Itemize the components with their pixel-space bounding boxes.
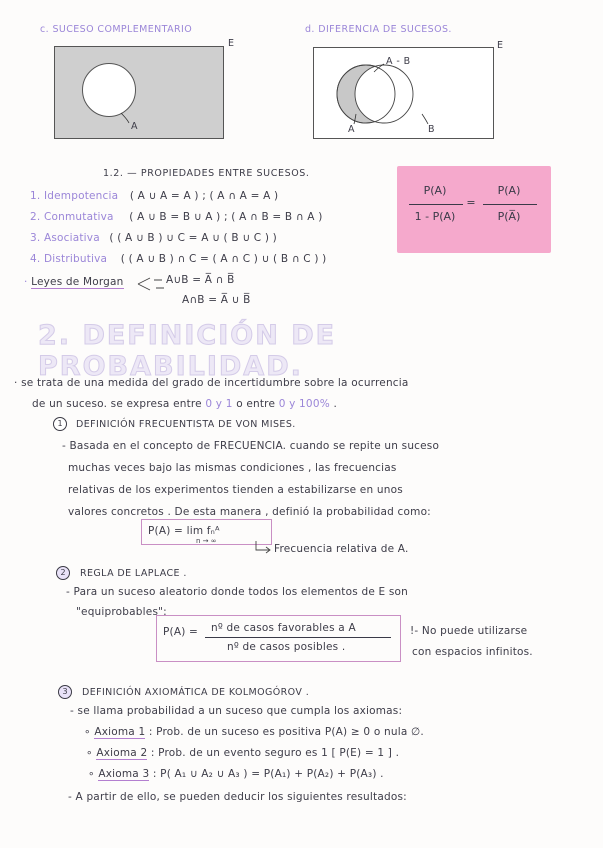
property-formula: ( A ∪ B = B ∪ A ) ; ( A ∩ B = B ∩ A ) <box>129 211 323 223</box>
property-label: 1. Idempotencia <box>30 190 119 202</box>
def1-line: muchas veces bajo las mismas condiciones , las frecuencias <box>68 462 397 474</box>
difference-venn-box <box>313 47 494 139</box>
property-item <box>30 253 326 265</box>
pink-right-numerator: P(A) <box>497 184 521 197</box>
morgan-law-1: A∪B = A̅ ∩ B̅ <box>166 274 235 286</box>
property-formula: ( ( A ∪ B ) ∪ C = A ∪ ( B ∪ C ) ) <box>109 232 277 244</box>
section-title: 2. DEFINICIÓN DE PROBABILIDAD. <box>38 320 337 382</box>
property-item <box>30 232 277 244</box>
intro-text-a: de un suceso. se expresa entre <box>32 398 202 410</box>
axiom-label: Axioma 1 <box>94 726 146 738</box>
axiom-label: Axioma 2 <box>96 747 148 759</box>
difference-e-label: E <box>497 40 504 51</box>
complement-a-label: A <box>131 121 138 132</box>
pink-left-numerator: P(A) <box>423 184 447 197</box>
def3-closing: - A partir de ello, se pueden deducir los siguientes resultados: <box>68 791 407 803</box>
property-formula: ( A ∪ A = A ) ; ( A ∩ A = A ) <box>129 190 279 202</box>
def2-fraction-line <box>205 637 391 638</box>
property-formula: ( ( A ∪ B ) ∩ C = ( A ∩ C ) ∪ ( B ∩ C ) ) <box>120 253 327 265</box>
def1-number-badge: 1 <box>53 417 67 431</box>
difference-b-label: B <box>428 124 435 135</box>
axiom-label: Axioma 3 <box>98 768 150 780</box>
def1-line: valores concretos . De esta manera , definió la probabilidad como: <box>68 506 431 518</box>
def3-line-1: - se llama probabilidad a un suceso que cumpla los axiomas: <box>70 705 403 717</box>
bracket-arrow-icon <box>136 275 166 293</box>
def2-line-1: - Para un suceso aleatorio donde todos los elementos de E son <box>66 586 409 598</box>
property-label: 4. Distributiva <box>30 253 108 265</box>
pink-equals: = <box>466 196 476 209</box>
difference-ab-label: A - B <box>386 56 411 67</box>
axiom-item: ∘ Axioma 3 : P( A₁ ∪ A₂ ∪ A₃ ) = P(A₁) + P(A₂) + P(A₃) . <box>88 768 384 780</box>
def3-title: DEFINICIÓN AXIOMÁTICA DE KOLMOGÓROV . <box>82 687 310 698</box>
complement-title: c. SUCESO COMPLEMENTARIO <box>40 24 193 35</box>
morgan-label: · Leyes de Morgan <box>24 276 124 288</box>
morgan-law-2: A∩B = A̅ ∪ B̅ <box>182 294 251 306</box>
def1-formula-limit: n → ∞ <box>196 537 217 545</box>
pink-note <box>397 166 551 253</box>
intro-text-e: . <box>333 398 337 410</box>
pink-right-denominator: P(A̅) <box>497 210 521 223</box>
axiom-item: ∘ Axioma 1 : Prob. de un suceso es positiva P(A) ≥ 0 o nula ∅. <box>84 726 424 738</box>
intro-line-2 <box>32 398 337 410</box>
complement-venn-box <box>54 46 224 139</box>
def2-formula-numerator: nº de casos favorables a A <box>211 622 356 634</box>
morgan-label-text: Leyes de Morgan <box>31 276 124 288</box>
pink-left-denominator: 1 - P(A) <box>414 210 456 223</box>
intro-range-1: 0 y 1 <box>205 398 233 410</box>
def2-title: REGLA DE LAPLACE . <box>80 568 187 579</box>
complement-arrow-icon <box>55 47 225 140</box>
axiom-item: ∘ Axioma 2 : Prob. de un evento seguro es 1 [ P(E) = 1 ] . <box>86 747 400 759</box>
def1-note: Frecuencia relativa de A. <box>274 543 409 555</box>
def2-formula-box <box>156 615 401 662</box>
properties-title: 1.2. — PROPIEDADES ENTRE SUCESOS. <box>103 168 310 179</box>
def1-title: DEFINICIÓN FRECUENTISTA DE VON MISES. <box>76 419 296 430</box>
def3-number-badge: 3 <box>58 685 72 699</box>
intro-range-2: 0 y 100% <box>278 398 330 410</box>
difference-title: d. DIFERENCIA DE SUCESOS. <box>305 24 452 35</box>
difference-a-label: A <box>348 124 355 135</box>
axiom-text: : Prob. de un suceso es positiva P(A) ≥ 0 o nula ∅. <box>148 726 424 738</box>
property-label: 2. Conmutativa <box>30 211 114 223</box>
property-label: 3. Asociativa <box>30 232 100 244</box>
def1-line: relativas de los experimentos tienden a estabilizarse en unos <box>68 484 403 496</box>
def2-line-2: "equiprobables": <box>76 606 167 618</box>
def2-formula-denominator: nº de casos posibles . <box>227 641 346 653</box>
arrow-icon <box>252 540 274 556</box>
def2-note-1: !- No puede utilizarse <box>410 625 528 637</box>
property-item <box>30 211 323 223</box>
axiom-text: : Prob. de un evento seguro es 1 [ P(E) = 1 ] . <box>150 747 400 759</box>
pink-left-fraction-line <box>409 204 463 205</box>
property-item <box>30 190 278 202</box>
complement-e-label: E <box>228 38 235 49</box>
def1-formula: P(A) = lim fₙᴬ <box>148 525 220 537</box>
axiom-text: : P( A₁ ∪ A₂ ∪ A₃ ) = P(A₁) + P(A₂) + P(A₃) . <box>152 768 384 780</box>
def2-note-2: con espacios infinitos. <box>412 646 533 658</box>
def2-number-badge: 2 <box>56 566 70 580</box>
def2-formula-lhs: P(A) = <box>163 626 199 638</box>
def1-line: - Basada en el concepto de FRECUENCIA. cuando se repite un suceso <box>62 440 440 452</box>
intro-text-c: o entre <box>236 398 276 410</box>
pink-right-fraction-line <box>483 204 537 205</box>
intro-line-1: · se trata de una medida del grado de incertidumbre sobre la ocurrencia <box>14 377 409 389</box>
